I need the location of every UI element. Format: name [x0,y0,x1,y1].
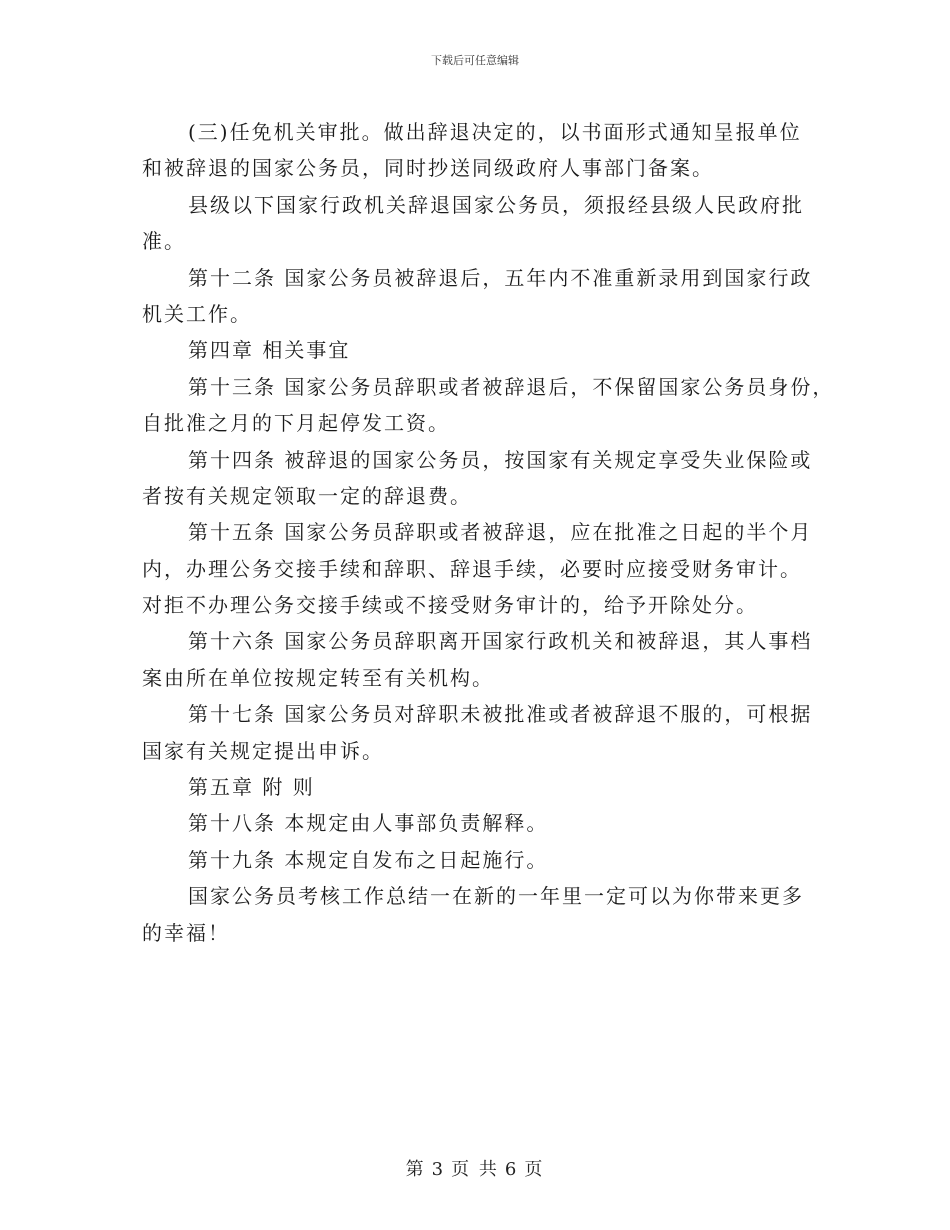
text-line: 案由所在单位按规定转至有关机构。 [142,665,494,690]
text-line: (三)任免机关审批。做出辞退决定的，以书面形式通知呈报单位 [188,120,802,144]
text-line: 机关工作。 [142,301,252,326]
current-page-number: 3 [431,1159,446,1180]
page-header-note: 下载后可任意编辑 [431,54,519,67]
text-line: 第十三条 国家公务员辞职或者被辞退后，不保留国家公务员身份， [188,374,835,399]
text-line: 国家有关规定提出申诉。 [142,738,384,763]
text-line: 国家公务员考核工作总结一在新的一年里一定可以为你带来更多 [188,884,804,909]
page-prefix: 第 [405,1159,426,1180]
text-line: 自批准之月的下月起停发工资。 [142,411,450,436]
page-footer [0,1155,950,1181]
chapter-heading: 第四章 相关事宜 [188,338,351,363]
text-line: 对拒不办理公务交接手续或不接受财务审计的，给予开除处分。 [142,593,758,618]
text-line: 第十五条 国家公务员辞职或者被辞退，应在批准之日起的半个月 [188,520,813,545]
text-line: 县级以下国家行政机关辞退国家公务员，须报经县级人民政府批 [188,192,804,217]
text-line: 第十七条 国家公务员对辞职未被批准或者被辞退不服的，可根据 [188,702,813,727]
text-line: 第十九条 本规定自发布之日起施行。 [188,847,549,872]
page-mid: 页 共 [451,1159,499,1180]
text-line: 者按有关规定领取一定的辞退费。 [142,483,472,508]
text-line: 内，办理公务交接手续和辞职、辞退手续，必要时应接受财务审计。 [142,556,802,581]
text-line: 准。 [142,229,186,254]
text-line: 第十六条 国家公务员辞职离开国家行政机关和被辞退，其人事档 [188,629,813,654]
page-suffix: 页 [524,1159,545,1180]
total-pages-number: 6 [504,1159,519,1180]
text-line: 第十二条 国家公务员被辞退后，五年内不准重新录用到国家行政 [188,265,813,290]
text-line: 第十四条 被辞退的国家公务员，按国家有关规定享受失业保险或 [188,447,813,472]
text-line: 的幸福！ [142,920,230,945]
text-line: 和被辞退的国家公务员，同时抄送同级政府人事部门备案。 [142,156,714,181]
chapter-heading: 第五章 附 则 [188,775,315,800]
text-line: 第十八条 本规定由人事部负责解释。 [188,811,549,836]
document-body [142,114,835,951]
